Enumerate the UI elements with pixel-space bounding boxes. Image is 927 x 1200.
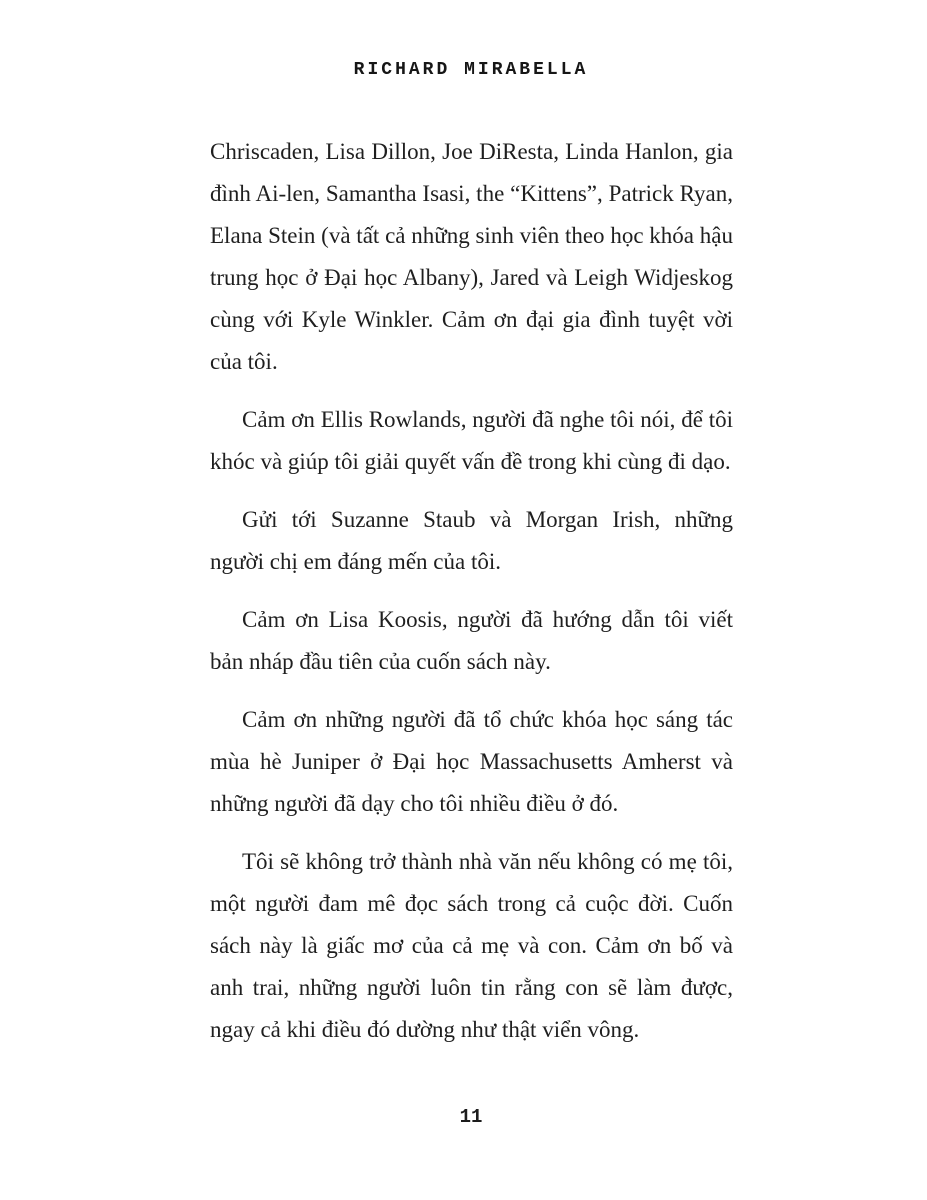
paragraph-juniper-workshop: Cảm ơn những người đã tổ chức khóa học sáng tác mùa hè Juniper ở Đại học Massachusetts Amherst và những người đã dạy cho tôi nhiều điều ở đó. [210,707,733,816]
paragraph-suzanne-morgan: Gửi tới Suzanne Staub và Morgan Irish, những người chị em đáng mến của tôi. [210,507,733,574]
body-text [210,131,733,1067]
paragraph-family: Tôi sẽ không trở thành nhà văn nếu không có mẹ tôi, một người đam mê đọc sách trong cả cuộc đời. Cuốn sách này là giấc mơ của cả mẹ và con. Cảm ơn bố và anh trai, những người luôn tin rằng con sẽ làm được, ngay cả khi điều đó dường như thật viển vông. [210,849,733,1042]
paragraph-acknowledgments-continued: Chriscaden, Lisa Dillon, Joe DiResta, Linda Hanlon, gia đình Ai-len, Samantha Isasi, the “Kittens”, Patrick Ryan, Elana Stein (và tất cả những sinh viên theo học khóa hậu trung học ở Đại học Albany), Jared và Leigh Widjeskog cùng với Kyle Winkler. Cảm ơn đại gia đình tuyệt vời của tôi. [210,139,733,374]
paragraph-lisa-koosis: Cảm ơn Lisa Koosis, người đã hướng dẫn tôi viết bản nháp đầu tiên của cuốn sách này. [210,607,733,674]
paragraph-ellis-rowlands: Cảm ơn Ellis Rowlands, người đã nghe tôi nói, để tôi khóc và giúp tôi giải quyết vấn đề trong khi cùng đi dạo. [210,407,733,474]
page-number: 11 [459,1106,483,1128]
running-header: RICHARD MIRABELLA [353,60,589,80]
